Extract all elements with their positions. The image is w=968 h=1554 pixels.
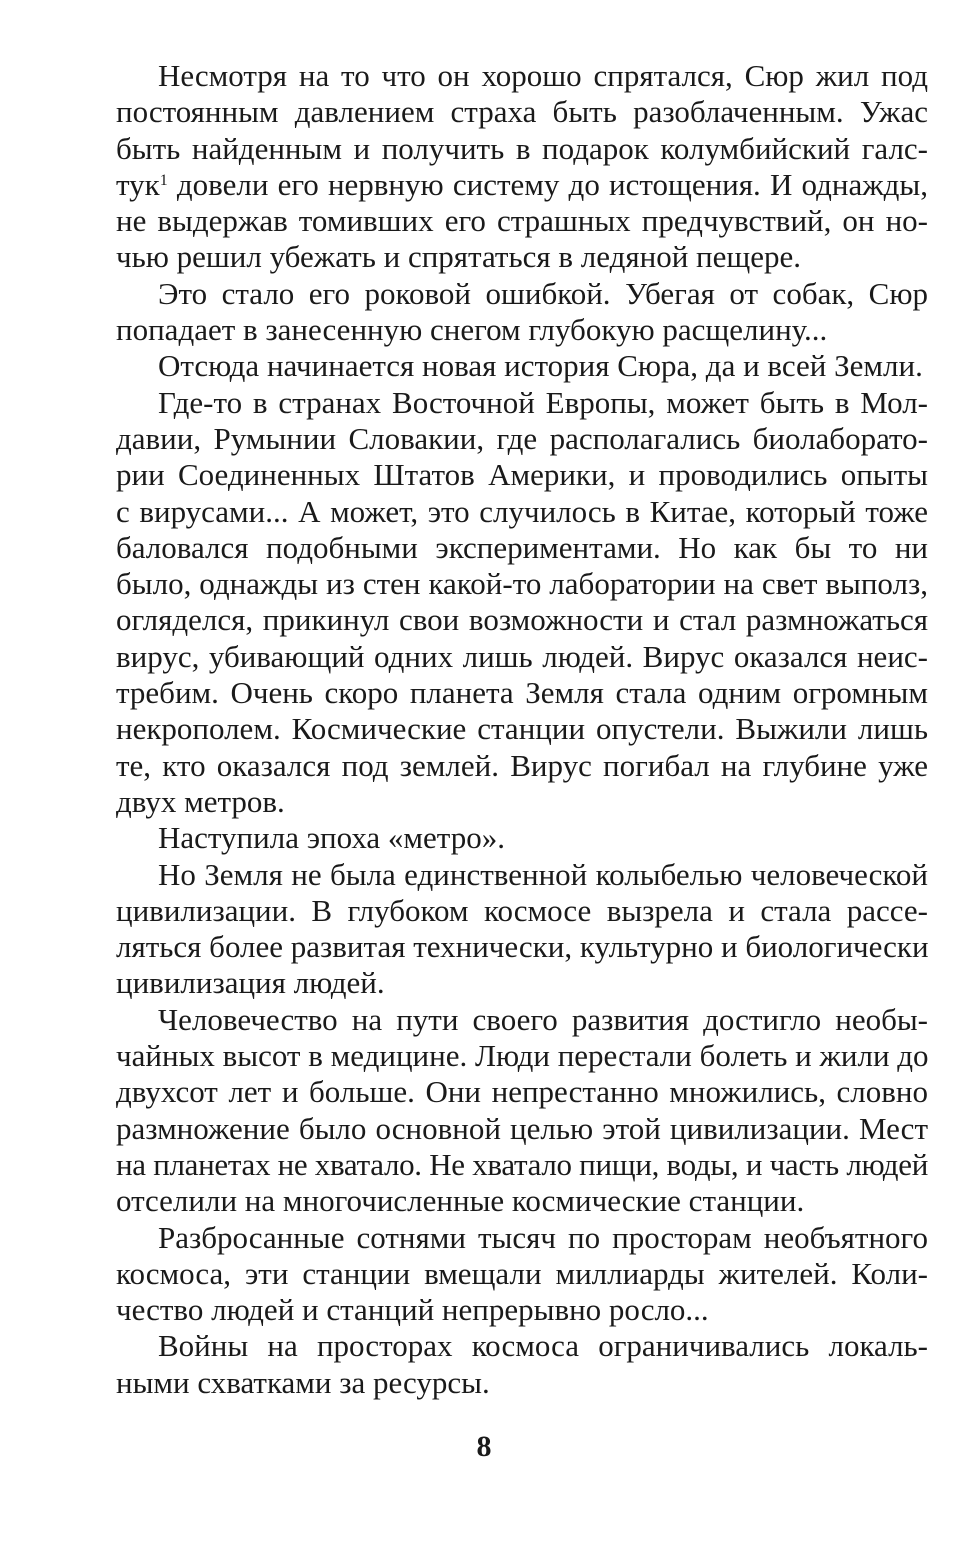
text-line: Но Земля не была единственной колыбелью человеческой	[158, 856, 928, 892]
text-line: быть найденным и получить в подарок колумбийский галс-	[116, 130, 928, 166]
text-line: те, кто оказался под землей. Вирус погибал на глубине уже	[116, 747, 928, 783]
paragraph	[116, 1220, 928, 1329]
text-line: рии Соединенных Штатов Америки, и проводились опыты	[116, 457, 928, 493]
text-line: было, однажды из стен какой-то лаборатории на свет выполз,	[116, 566, 928, 602]
text-line: ляться более развитая технически, культурно и биологически	[116, 929, 929, 965]
paragraph	[116, 276, 928, 349]
text-line: Несмотря на то что он хорошо спрятался, Сюр жил под	[158, 58, 928, 93]
paragraph	[116, 1328, 928, 1401]
paragraph	[116, 58, 928, 276]
text-line: двухсот лет и больше. Они непрестанно множились, словно	[116, 1074, 928, 1110]
text-line: с вирусами... А может, это случилось в Китае, который тоже	[116, 493, 928, 529]
text-line: на планетах не хватало. Не хватало пищи, воды, и часть людей	[116, 1146, 928, 1182]
text-line: чество людей и станций непрерывно росло...	[116, 1292, 709, 1328]
text-line: тук$^1$ довели его нервную систему до истощения. И однажды,	[116, 166, 928, 202]
paragraph	[116, 820, 928, 856]
paragraph	[116, 1002, 928, 1220]
text-column	[116, 58, 928, 1401]
text-line: Человечество на пути своего развития достигло необы-	[158, 1001, 928, 1037]
text-line: баловался подобными экспериментами. Но как бы то ни	[116, 529, 928, 565]
footnote-marker: 1	[159, 171, 168, 189]
text-line: Где-то в странах Восточной Европы, может быть в Мол-	[158, 384, 928, 420]
text-line: не выдержав томивших его страшных предчувствий, он но-	[116, 203, 928, 239]
text-line: двух метров.	[116, 783, 285, 819]
text-line: Это стало его роковой ошибкой. Убегая от собак, Сюр	[158, 275, 928, 311]
text-line: Войны на просторах космоса ограничивались локаль-	[158, 1328, 928, 1364]
page-body	[116, 58, 928, 1401]
paragraph	[116, 857, 928, 1002]
text-line: отселили на многочисленные космические станции.	[116, 1183, 805, 1219]
text-line: чью решил убежать и спрятаться в ледяной пещере.	[116, 239, 802, 275]
text-line: Разбросанные сотнями тысяч по просторам необъятного	[158, 1219, 928, 1255]
paragraph	[116, 385, 928, 821]
text-line: постоянным давлением страха быть разоблаченным. Ужас	[116, 94, 928, 130]
text-line: цивилизация людей.	[116, 965, 385, 1001]
text-line: ными схватками за ресурсы.	[116, 1364, 490, 1400]
text-line: цивилизации. В глубоком космосе вызрела и стала рассе-	[116, 892, 928, 928]
text-line: требим. Очень скоро планета Земля стала одним огромным	[116, 675, 928, 711]
text-line: космоса, эти станции вмещали миллиарды жителей. Коли-	[116, 1255, 928, 1291]
text-line: Отсюда начинается новая история Сюра, да и всей Земли.	[158, 348, 923, 384]
text-line: Наступила эпоха «метро».	[158, 820, 505, 856]
page-number: 8	[476, 1430, 492, 1463]
text-line: некрополем. Космические станции опустели. Выжили лишь	[116, 711, 928, 747]
text-line: попадает в занесенную снегом глубокую расщелину...	[116, 312, 828, 348]
text-line: размножение было основной целью этой цивилизации. Мест	[116, 1110, 928, 1146]
text-line: огляделся, прикинул свои возможности и стал размножаться	[116, 602, 928, 638]
text-line: чайных высот в медицине. Люди перестали болеть и жили до	[116, 1038, 929, 1074]
paragraph	[116, 348, 928, 384]
text-line: вирус, убивающий одних лишь людей. Вирус оказался неис-	[116, 638, 928, 674]
text-line: давии, Румынии Словакии, где располагались биолаборато-	[116, 420, 928, 456]
